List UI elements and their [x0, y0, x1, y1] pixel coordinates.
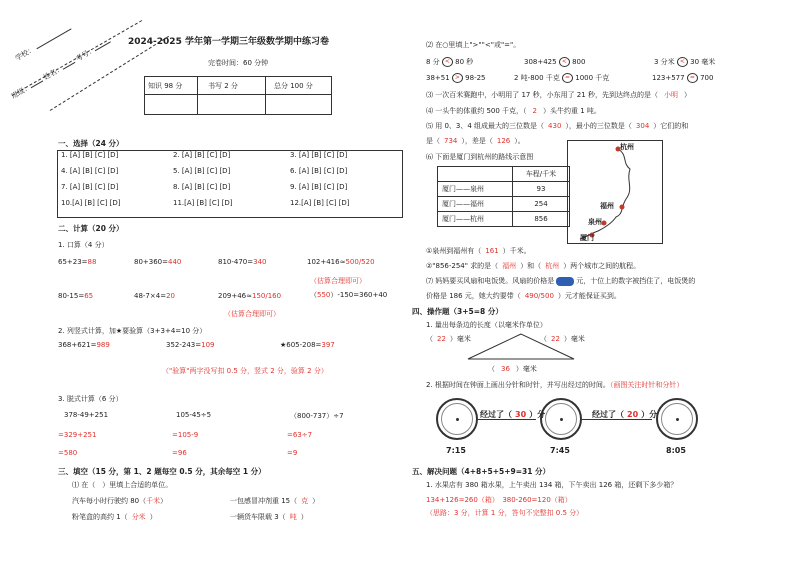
oral-calc: 65+23=88 [58, 258, 97, 266]
oral-calc: 48-7×4=20 [134, 292, 175, 300]
compare-item: 308+425 < 800 [524, 58, 586, 66]
tri-left-side: （ 22 ）毫米 [426, 335, 471, 343]
op-1: 1. 量出每条边的长度（以毫米作单位） [426, 321, 547, 329]
q3-4: ⑷ 一头牛的体重约 500 千克，（ 2 ）头牛约重 1 吨。 [426, 107, 601, 115]
oral-calc: 209+46≈150/160 [218, 292, 282, 300]
q2-2-title: 2. 列竖式计算，加★要验算（3+3+4=10 分） [58, 327, 207, 335]
exam-no-label: 考号： [74, 45, 97, 64]
q3-5: ⑸ 用 0、3、4 组成最大的三位数是（ 430 ），最小的三位数是（ 304 ）它们的和 [426, 122, 689, 130]
binding-info [10, 24, 124, 114]
problem-1: 1. 水果店有 380 箱水果，上午卖出 134 箱，下午卖出 126 箱，还剩下多少箱？ [426, 481, 678, 489]
choice-item: 1. [A] [B] [C] [D] [61, 151, 119, 159]
vertical-calc: ★605-208=397 [280, 341, 335, 349]
compare-item: 8 分 < 80 秒 [426, 58, 474, 66]
problem-1-note: （思路：3 分，计算 1 分，答句不完整扣 0.5 分） [426, 509, 584, 517]
map-label-hangzhou: 杭州 [620, 143, 634, 151]
table-cell: 厦门——杭州 [438, 212, 513, 227]
table-cell: 厦门——泉州 [438, 182, 513, 197]
grading-note: （"验算"两字没写扣 0.5 分，竖式 2 分，验算 2 分） [162, 367, 328, 375]
compare-item: 123+577 = 700 [652, 74, 714, 82]
unit-fill: 一辆货车限载 3（ 吨 ） [230, 513, 308, 521]
compare-item: 3 分米 < 30 毫米 [654, 58, 716, 66]
page-title: 2024-2025 学年第一学期三年级数学期中练习卷 [128, 37, 329, 47]
blot-icon [556, 277, 574, 286]
choice-item: 11.[A] [B] [C] [D] [173, 199, 233, 207]
vertical-calc: 352-243=109 [166, 341, 215, 349]
score-table [144, 76, 332, 115]
map-label-xiamen: 厦门 [580, 234, 594, 242]
q3-5b: 是（ 734 ），差是（ 126 ）。 [426, 137, 525, 145]
estimate-note: （估算合理即可） [310, 277, 366, 285]
time-label: 8:05 [666, 446, 686, 455]
choice-item: 4. [A] [B] [C] [D] [61, 167, 119, 175]
choice-item: 5. [A] [B] [C] [D] [173, 167, 231, 175]
q3-6a: ①泉州到福州有（ 161 ）千米。 [426, 247, 531, 255]
q3-3: ⑶ 一次百米赛跑中，小明用了 17 秒，小东用了 21 秒，先到达终点的是（ 小明 ） [426, 91, 691, 99]
q2-1-title: 1. 口算（4 分） [58, 241, 109, 249]
expr-step: =9 [287, 449, 298, 457]
oral-calc: （550）-150=360+40 [310, 291, 388, 299]
q3-7: ⑺ 妈妈要买风扇和电饭煲。风扇的价格是 元，十位上的数字被挡住了，电饭煲的 [426, 277, 696, 285]
section-2-title: 二、计算（20 分） [58, 224, 124, 233]
tri-base: （ 36 ）毫米 [488, 365, 537, 373]
vertical-calc: 368+621=989 [58, 341, 110, 349]
expr-1: 378-49+251 [64, 411, 109, 419]
section-1-title: 一、选择（24 分） [58, 139, 124, 148]
oral-calc: 810-470=340 [218, 258, 267, 266]
choice-item: 10.[A] [B] [C] [D] [61, 199, 121, 207]
compare-item: 2 吨-800 千克 = 1000 千克 [514, 74, 610, 82]
route-table [437, 166, 570, 227]
table-cell: 254 [513, 197, 570, 212]
q3-2: ⑵ 在○里填上">""<"或"="。 [426, 41, 521, 49]
choice-item: 6. [A] [B] [C] [D] [290, 167, 348, 175]
school-label: 学校： [14, 45, 37, 63]
choice-item: 3. [A] [B] [C] [D] [290, 151, 348, 159]
clock-face[interactable] [656, 398, 698, 440]
elapsed-2: 经过了（ 20 ）分 [592, 410, 658, 419]
table-cell: 93 [513, 182, 570, 197]
problem-1-answer: 134+126=260（箱） 380-260=120（箱） [426, 496, 572, 504]
unit-fill: 汽车每小时行驶约 80（千米） [72, 497, 168, 505]
q3-1: ⑴ 在（ ）里填上合适的单位。 [72, 481, 173, 489]
choice-item: 12.[A] [B] [C] [D] [290, 199, 350, 207]
expr-step: =329+251 [58, 431, 97, 439]
oral-calc: 80+360=440 [134, 258, 182, 266]
oral-calc: 80-15=65 [58, 292, 94, 300]
score-cell: 书写 2 分 [198, 77, 266, 95]
expr-step: =580 [58, 449, 78, 457]
expr-3: （800-737）÷7 [290, 412, 344, 420]
estimate-note: （估算合理即可） [224, 310, 280, 318]
map-label-fuzhou: 福州 [600, 202, 614, 210]
choice-item: 8. [A] [B] [C] [D] [173, 183, 231, 191]
exam-time: 完卷时间：60 分钟 [208, 59, 269, 67]
expr-step: =96 [172, 449, 187, 457]
clock-face[interactable] [540, 398, 582, 440]
expr-step: =105-9 [172, 431, 199, 439]
choice-item: 9. [A] [B] [C] [D] [290, 183, 348, 191]
expr-2: 105-45÷5 [176, 411, 212, 419]
expr-step: =63÷7 [287, 431, 313, 439]
route-map [567, 140, 663, 244]
score-cell: 知识 98 分 [145, 77, 198, 95]
section-4-title: 四、操作题（3+5=8 分） [412, 307, 503, 316]
op-2: 2. 根据时间在钟面上画出分针和时针，并写出经过的时间。（画图关注时针和分针） [426, 381, 684, 389]
q3-7b: 价格是 186 元，她大约要带（ 490/500 ）元才能保证买到。 [426, 292, 621, 300]
section-3-title: 三、填空（15 分，第 1、2 题每空 0.5 分，其余每空 1 分） [58, 467, 266, 476]
time-label: 7:15 [446, 446, 466, 455]
name-label: 姓名： [42, 64, 65, 82]
choice-item: 7. [A] [B] [C] [D] [61, 183, 119, 191]
elapsed-1: 经过了（ 30 ）分 [480, 410, 546, 419]
unit-fill: 粉笔盒的高约 1（ 分米 ） [72, 513, 157, 521]
choice-item: 2. [A] [B] [C] [D] [173, 151, 231, 159]
clock-face[interactable] [436, 398, 478, 440]
q3-6b: ②"856-254" 求的是（ 福州 ）和（ 杭州 ）两个城市之间的航程。 [426, 262, 641, 270]
time-label: 7:45 [550, 446, 570, 455]
oral-calc: 102+416≈500/520 [307, 258, 375, 266]
q3-6: ⑹ 下面是厦门到杭州的路线示意图 [426, 153, 534, 161]
table-cell: 856 [513, 212, 570, 227]
section-5-title: 五、解决问题（4+8+5+5+9=31 分） [412, 467, 551, 476]
q2-3-title: 3. 脱式计算（6 分） [58, 395, 123, 403]
answer-grid [57, 150, 403, 218]
compare-item: 38+51 > 98-25 [426, 74, 486, 82]
class-label: 班级： [10, 83, 33, 101]
tri-right-side: （ 22 ）毫米 [540, 335, 585, 343]
unit-fill: 一包感冒冲剂重 15（ 克 ） [230, 497, 320, 505]
table-cell: 厦门——福州 [438, 197, 513, 212]
table-header: 车程/千米 [513, 167, 570, 182]
map-label-quanzhou: 泉州 [588, 218, 602, 226]
score-cell: 总分 100 分 [266, 77, 332, 95]
